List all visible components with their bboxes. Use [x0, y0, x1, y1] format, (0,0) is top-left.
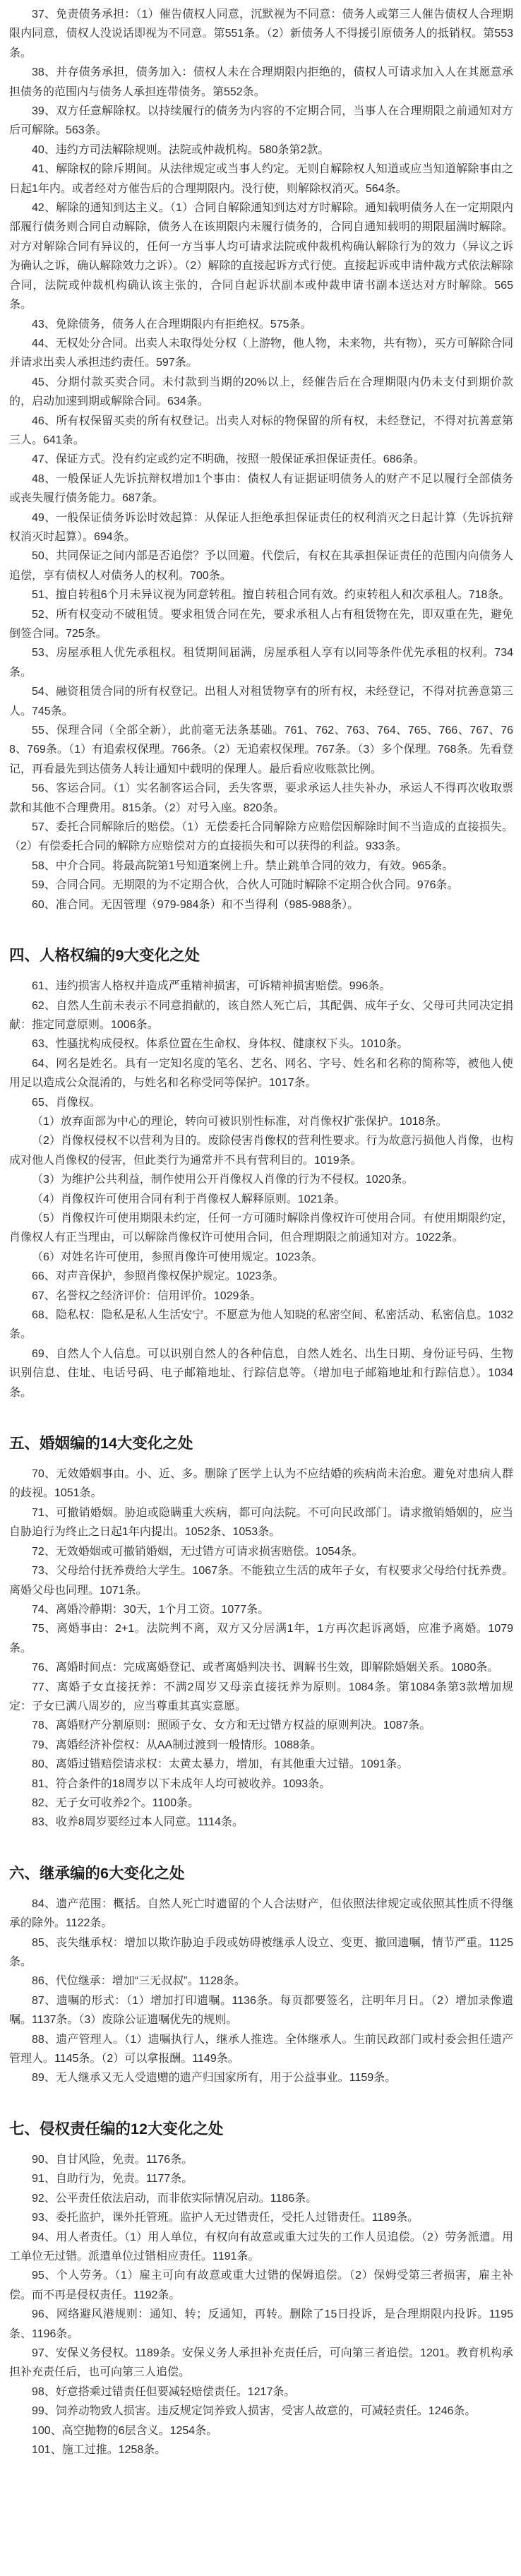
- doc-paragraph: 74、离婚冷静期：30天，1个月工资。1077条。: [32, 1603, 270, 1616]
- doc-paragraph: 63、性骚扰构成侵权。体系位置在生命权、身体权、健康权下头。1010条。: [32, 1038, 409, 1051]
- doc-paragraph: 62、自然人生前未表示不同意捐献的，该自然人死亡后，其配偶、成年子女、父母可共同决定捐献：推定同意原则。1006条。: [9, 999, 513, 1031]
- doc-paragraph: 83、收养8周岁要经过本人同意。1114条。: [32, 1816, 244, 1829]
- doc-paragraph: 51、擅自转租6个月未异议视为同意转租。擅自转租合同有效。约束转租人和次承租人。718条。: [32, 589, 510, 602]
- doc-paragraph: 60、准合同。无因管理（979-984条）和不当得利（985-988条）。: [32, 898, 359, 911]
- doc-paragraph: 78、离婚财产分割原则：照顾子女、女方和无过错方权益的原则判决。1087条。: [32, 1719, 431, 1732]
- doc-paragraph: 82、无子女可收养2个。1100条。: [32, 1796, 200, 1809]
- doc-paragraph: 73、父母给付抚养费给大学生。1067条。不能独立生活的成年子女，有权要求父母给付抚养费。离婚父母也同理。1071条。: [9, 1565, 513, 1597]
- doc-paragraph: 86、代位继承：增加“三无叔叔”。1128条。: [32, 1975, 246, 1988]
- doc-paragraph: 65、肖像权。: [32, 1096, 101, 1109]
- doc-paragraph: 66、对声音保护，参照肖像权保护规定。1023条。: [32, 1270, 285, 1283]
- doc-paragraph: 38、并存债务承担，债务加入：债权人未在合理期限内拒绝的，债权人可请求加入人在其愿意承担债务的范围内与债务人承担连带债务。第552条。: [9, 66, 513, 98]
- section-heading: 四、人格权编的9大变化之处: [9, 947, 200, 965]
- doc-paragraph: 96、网络避风港规则：通知、转；反通知，再转。删除了15日投诉，是合理期限内投诉。1195条、1196条。: [9, 2308, 513, 2340]
- doc-paragraph: 77、离婚子女直接抚养：不满2周岁又母亲直接抚养为原则。1084条。第1084条第3款增加规定：子女已满八周岁的，应当尊重其真实意愿。: [9, 1681, 513, 1712]
- doc-paragraph: 67、名誉权之经济评价：信用评价。1029条。: [32, 1289, 262, 1302]
- doc-paragraph: 50、共同保证之间内部是否追偿？予以回避。代偿后，有权在其承担保证责任的范围内向债务人追偿，享有债权人对债务人的权利。700条。: [9, 550, 513, 582]
- doc-paragraph: 76、离婚时间点：完成离婚登记、或者离婚判决书、调解书生效，即解除婚姻关系。1080条。: [32, 1662, 499, 1674]
- doc-paragraph: 41、解除权的除斥期间。从法律规定或当事人约定。无则自解除权人知道或应当知道解除事由之日起1年内。或者经对方催告后的合理期限内。没行使，则解除权消灭。564条。: [9, 163, 513, 195]
- doc-paragraph: 95、个人劳务。（1）雇主可向有故意或重大过错的保姆追偿。（2）保姆受第三者损害，雇主补偿。而不再是侵权责任。1192条。: [9, 2270, 513, 2301]
- doc-paragraph: 53、房屋承租人优先承租权。租赁期间届满，房屋承租人享有以同等条件优先承租的权利。734条。: [9, 647, 513, 679]
- doc-paragraph: 81、符合条件的18周岁以下未成年人均可被收养。1093条。: [32, 1777, 331, 1790]
- doc-paragraph: 46、所有权保留买卖的所有权登记。出卖人对标的物保留的所有权，未经登记，不得对抗善意第三人。641条。: [9, 415, 513, 446]
- doc-paragraph: 58、中介合同。将最高院第1号知道案例上升。禁止跳单合同的效力，有效。965条。: [32, 859, 454, 872]
- doc-paragraph: 80、离婚过错赔偿请求权：太黄太暴力，增加，有其他重大过错。1091条。: [32, 1758, 409, 1771]
- doc-paragraph: 71、可撤销婚姻。胁迫或隐瞒重大疾病，都可向法院。不可向民政部门。请求撤销婚姻的，应当自胁迫行为终止之日起1年内提出。1052条、1053条。: [9, 1506, 513, 1539]
- doc-paragraph: 97、安保义务侵权。1189条。安保义务人承担补充责任后，可向第三者追偿。1201。教育机构承担补充责任后，也可向第三人追偿。: [9, 2347, 513, 2379]
- doc-paragraph: 87、遗嘱的形式：（1）增加打印遗嘱。1136条。每页都要签名，注明年月日。（2）增加录像遗嘱。1137条。（3）废除公证遗嘱优先的规则。: [9, 1994, 513, 2027]
- section-heading: 七、侵权责任编的12大变化之处: [9, 2120, 224, 2137]
- doc-paragraph: 57、委托合同解除后的赔偿。（1）无偿委托合同解除方应赔偿因解除时间不当造成的直接损失。（2）有偿委托合同的解除方应赔偿对方的直接损失和可以获得的利益。933条。: [9, 821, 513, 853]
- doc-paragraph: （5）肖像权许可使用期限未约定，任何一方可随时解除肖像权许可使用合同。有使用期限约定，肖像权人有正当理由，可以解除肖像权许可使用合同，但合理期限之前通知对方。1022条。: [9, 1212, 513, 1244]
- doc-paragraph: 40、违约方司法解除规则。法院或仲裁机构。580条第2款。: [32, 143, 330, 156]
- section-heading: 五、婚姻编的14大变化之处: [9, 1435, 193, 1453]
- doc-paragraph: 52、所有权变动不破租赁。要求租赁合同在先，要求承租人占有租赁物在先，即双重在先，避免倒签合同。725条。: [9, 608, 513, 640]
- doc-paragraph: 39、双方任意解除权。以持续履行的债务为内容的不定期合同，当事人在合理期限之前通知对方后可解除。563条。: [9, 105, 513, 137]
- doc-paragraph: 75、离婚事由：2+1。法院判不离，双方又分居满1年，1方再次起诉离婚，应准予离婚。1079条。: [9, 1623, 513, 1654]
- document-body: [9, 5, 513, 2459]
- doc-paragraph: 101、施工过推。1258条。: [32, 2443, 167, 2456]
- doc-paragraph: （1）放弃面部为中心的理论，转向可被识别性标准，对肖像权扩张保护。1018条。: [32, 1115, 448, 1128]
- doc-paragraph: 61、违约损害人格权并造成严重精神损害，可诉精神损害赔偿。996条。: [32, 980, 391, 993]
- doc-paragraph: 49、一般保证债务诉讼时效起算：从保证人拒绝承担保证责任的权利消灭之日起计算（先诉抗辩权消灭时起算）。694条。: [9, 511, 513, 543]
- doc-paragraph: 70、无效婚姻事由。小、近、多。删除了医学上认为不应结婚的疾病尚未治愈。避免对患病人群的歧视。1051条。: [9, 1468, 513, 1500]
- doc-paragraph: 54、融资租赁合同的所有权登记。出租人对租赁物享有的所有权，未经登记，不得对抗善意第三人。745条。: [9, 686, 513, 717]
- doc-paragraph: 59、合同合同。无期限的为不定期合伙，合伙人可随时解除不定期合伙合同。976条。: [32, 879, 459, 892]
- doc-paragraph: 91、自助行为，免责。1177条。: [32, 2173, 193, 2186]
- doc-paragraph: 84、遗产范围：概括。自然人死亡时遗留的个人合法财产，但依照法律规定或依照其性质不得继承的除外。1122条。: [9, 1897, 513, 1930]
- doc-paragraph: 88、遗产管理人。（1）遗嘱执行人，继承人推选。全体继承人。生前民政部门或村委会担任遗产管理人。1145条。（2）可以拿报酬。1149条。: [9, 2033, 513, 2065]
- doc-paragraph: 89、无人继承又无人受遗赠的遗产归国家所有，用于公益事业。1159条。: [32, 2072, 397, 2085]
- doc-paragraph: 47、保证方式。没有约定或约定不明确，按照一般保证承担保证责任。686条。: [32, 453, 425, 466]
- doc-paragraph: 72、无效婚姻或可撤销婚姻，无过错方可请求损害赔偿。1054条。: [32, 1545, 364, 1558]
- doc-paragraph: 85、丧失继承权：增加以欺诈胁迫手段或妨碍被继承人设立、变更、撤回遗嘱，情节严重。1125条。: [9, 1936, 513, 1969]
- doc-paragraph: 43、免除债务，债务人在合理期限内有拒绝权。575条。: [32, 318, 312, 330]
- doc-paragraph: 37、免责债务承担：（1）催告债权人同意，沉默视为不同意：债务人或第三人催告债权人合理期限内同意，债权人没说话即视为不同意。第551条。（2）新债务人不得援引原债务人的抵销权。第553条。: [9, 8, 513, 59]
- doc-paragraph: 100、高空抛物的6层含义。1254条。: [32, 2424, 218, 2437]
- doc-paragraph: 92、公平责任依法启动，而非依实际情况启动。1186条。: [32, 2192, 318, 2205]
- doc-paragraph: 44、无权处分合同。出卖人未取得处分权（上游物，他人物，未来物，共有物），买方可解除合同并请求出卖人承担违约责任。597条。: [9, 337, 513, 369]
- doc-paragraph: 64、网名是姓名。具有一定知名度的笔名、艺名、网名、字号、姓名和名称的简称等，被他人使用足以造成公众混淆的，与姓名和名称受同等保护。1017条。: [9, 1057, 513, 1090]
- doc-paragraph: （3）为维护公共利益，制作使用公开肖像权人肖像的行为不侵权。1020条。: [32, 1174, 414, 1186]
- doc-paragraph: 94、用人者责任。（1）用人单位，有权向有故意或重大过失的工作人员追偿。（2）劳务派遣。用工单位无过错。派遣单位过错相应责任。1191条。: [9, 2231, 513, 2262]
- doc-paragraph: 69、自然人个人信息。可以识别自然人的各种信息，自然人姓名、出生日期、身份证号码、生物识别信息、住址、电话号码、电子邮箱地址、行踪信息等。（增加电子邮箱地址和行踪信息）。1034条。: [9, 1347, 513, 1399]
- doc-paragraph: 45、分期付款买卖合同。未付款到当期的20%以上，经催告后在合理期限内仍未支付到期价款的，启动加速到期或解除合同。634条。: [9, 376, 513, 408]
- doc-paragraph: 42、解除的通知到达主义。（1）合同自解除通知到达对方时解除。通知载明债务人在一定期限内部履行债务则合同自动解除，债务人在该期限内未履行债务的，合同自通知载明的期限届满时解除。对方对解除合同有异议的，任何一方当事人均可请求法院或仲裁机构确认解除行为的效力（异议之诉为确认之诉，确认解除效力之诉）。（2）解除的直接起诉方式行使。直接起诉或申请仲裁方式依法解除合同，法院或仲裁机构确认该主张的，合同自起诉状副本或仲裁申请书副本送达对方时解除。565条。: [9, 202, 513, 311]
- doc-paragraph: 68、隐私权：隐私是私人生活安宁。不愿意为他人知晓的私密空间、私密活动、私密信息。1032条。: [9, 1309, 513, 1341]
- doc-paragraph: 99、饲养动物致人损害。违反规定饲养致人损害，受害人故意的，可减轻责任。1246条。: [32, 2405, 477, 2418]
- doc-paragraph: 56、客运合同。（1）实名制客运合同，丢失客票，要求承运人挂失补办，承运人不得再次收取票款和其他不合理费用。815条。（2）对号入座。820条。: [9, 782, 513, 814]
- section-heading: 六、继承编的6大变化之处: [9, 1864, 185, 1882]
- doc-paragraph: 98、好意搭乘过错责任但要减轻赔偿责任。1217条。: [32, 2385, 296, 2398]
- doc-paragraph: 48、一般保证人先诉抗辩权增加1个事由：债权人有证据证明债务人的财产不足以履行全部债务或丧失履行债务能力。687条。: [9, 472, 513, 505]
- doc-paragraph: 93、委托监护，课外托管班。监护人无过错责任，受托人过错责任。1189条。: [32, 2212, 419, 2224]
- doc-paragraph: 79、离婚经济补偿权：从AA制过渡到一般情形。1088条。: [32, 1739, 322, 1751]
- doc-paragraph: （6）对姓名许可使用，参照肖像许可使用规定。1023条。: [32, 1251, 323, 1263]
- doc-paragraph: （4）肖像权许可使用合同有利于肖像权人解释原则。1021条。: [32, 1193, 346, 1205]
- doc-paragraph: 90、自甘风险，免责。1176条。: [32, 2153, 193, 2166]
- doc-paragraph: （2）肖像权侵权不以营利为目的。废除侵害肖像权的营利性要求。行为故意污损他人肖像，也构成对他人肖像权的侵害，但此类行为通常并不具有营利目的。1019条。: [9, 1135, 513, 1167]
- doc-paragraph: 55、保理合同（全部全新），此前毫无法条基础。761、762、763、764、765、766、767、768、769条。（1）有追索权保理。766条。（2）无追索权保理。767条。（3）多个保理。768条。先看登记，再看最先到达债务人转让通知中载明的保理人。最后看应收账款比例。: [9, 724, 513, 775]
